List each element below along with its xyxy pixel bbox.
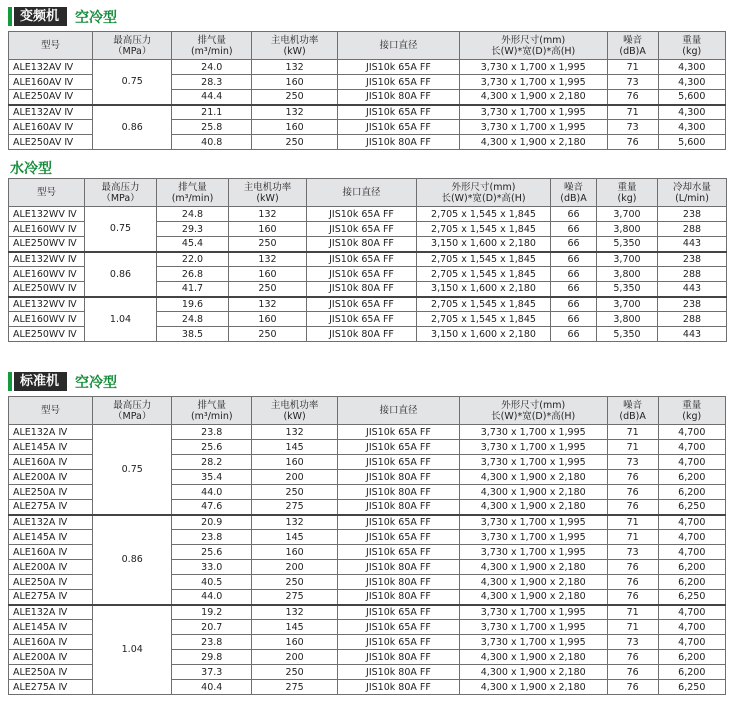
data-cell: 66 bbox=[551, 297, 597, 312]
data-cell: 37.3 bbox=[172, 665, 252, 680]
data-cell: 160 bbox=[252, 635, 338, 650]
data-cell: 29.3 bbox=[157, 222, 229, 237]
model-cell: ALE200A Ⅳ bbox=[9, 560, 93, 575]
data-cell: 4,700 bbox=[658, 455, 725, 470]
data-cell: 4,700 bbox=[658, 635, 725, 650]
data-cell: 73 bbox=[607, 635, 658, 650]
data-cell: 6,200 bbox=[658, 575, 725, 590]
column-header: 噪音 (dB)A bbox=[607, 397, 658, 425]
data-cell: 160 bbox=[229, 312, 307, 327]
column-header: 主电机功率 (kW) bbox=[229, 179, 307, 207]
data-cell: 200 bbox=[252, 560, 338, 575]
table-row bbox=[9, 297, 727, 312]
data-cell: 2,705 x 1,545 x 1,845 bbox=[417, 312, 551, 327]
data-cell: JIS10k 80A FF bbox=[338, 485, 460, 500]
model-cell: ALE132WV Ⅳ bbox=[9, 207, 85, 222]
column-header: 排气量 (m³/min) bbox=[172, 32, 252, 60]
data-cell: 132 bbox=[252, 605, 338, 620]
data-cell: 73 bbox=[607, 75, 658, 90]
data-cell: 44.4 bbox=[172, 90, 252, 105]
model-cell: ALE160AV Ⅳ bbox=[9, 75, 93, 90]
data-cell: JIS10k 80A FF bbox=[338, 650, 460, 665]
data-cell: 23.8 bbox=[172, 425, 252, 440]
data-cell: 66 bbox=[551, 312, 597, 327]
data-cell: JIS10k 65A FF bbox=[338, 105, 460, 120]
data-cell: 238 bbox=[658, 297, 727, 312]
data-cell: 4,700 bbox=[658, 605, 725, 620]
data-cell: 47.6 bbox=[172, 500, 252, 515]
section-tag: 变频机 bbox=[14, 7, 67, 26]
data-cell: 145 bbox=[252, 530, 338, 545]
data-cell: 275 bbox=[252, 500, 338, 515]
data-cell: 73 bbox=[607, 120, 658, 135]
data-cell: 4,300 x 1,900 x 2,180 bbox=[459, 575, 607, 590]
section-subtitle: 空冷型 bbox=[75, 374, 118, 391]
data-cell: 3,730 x 1,700 x 1,995 bbox=[459, 105, 607, 120]
data-cell: 44.0 bbox=[172, 485, 252, 500]
data-cell: 3,700 bbox=[597, 252, 658, 267]
data-cell: JIS10k 65A FF bbox=[338, 455, 460, 470]
data-cell: 288 bbox=[658, 267, 727, 282]
data-cell: 71 bbox=[607, 515, 658, 530]
column-header: 噪音 (dB)A bbox=[607, 32, 658, 60]
data-cell: 3,150 x 1,600 x 2,180 bbox=[417, 237, 551, 252]
data-cell: 4,300 x 1,900 x 2,180 bbox=[459, 590, 607, 605]
data-cell: JIS10k 80A FF bbox=[338, 560, 460, 575]
data-cell: 40.4 bbox=[172, 680, 252, 695]
data-cell: 28.3 bbox=[172, 75, 252, 90]
data-cell: JIS10k 65A FF bbox=[307, 267, 417, 282]
data-cell: 160 bbox=[252, 120, 338, 135]
header-row bbox=[9, 32, 726, 60]
model-cell: ALE132WV Ⅳ bbox=[9, 297, 85, 312]
data-cell: 71 bbox=[607, 60, 658, 75]
column-header: 型号 bbox=[9, 397, 93, 425]
data-cell: 4,700 bbox=[658, 440, 725, 455]
model-cell: ALE250AV Ⅳ bbox=[9, 135, 93, 150]
header-row bbox=[9, 397, 726, 425]
data-cell: 76 bbox=[607, 135, 658, 150]
data-cell: 76 bbox=[607, 665, 658, 680]
data-cell: 76 bbox=[607, 575, 658, 590]
data-cell: 66 bbox=[551, 207, 597, 222]
data-cell: 33.0 bbox=[172, 560, 252, 575]
data-cell: 4,700 bbox=[658, 425, 725, 440]
data-cell: 3,730 x 1,700 x 1,995 bbox=[459, 635, 607, 650]
data-cell: 4,300 x 1,900 x 2,180 bbox=[459, 135, 607, 150]
data-cell: JIS10k 65A FF bbox=[338, 545, 460, 560]
data-cell: 3,730 x 1,700 x 1,995 bbox=[459, 440, 607, 455]
data-cell: JIS10k 65A FF bbox=[307, 297, 417, 312]
data-cell: JIS10k 80A FF bbox=[338, 135, 460, 150]
data-cell: 76 bbox=[607, 560, 658, 575]
data-cell: 29.8 bbox=[172, 650, 252, 665]
model-cell: ALE160A Ⅳ bbox=[9, 545, 93, 560]
model-cell: ALE275A Ⅳ bbox=[9, 680, 93, 695]
data-cell: 2,705 x 1,545 x 1,845 bbox=[417, 252, 551, 267]
data-cell: 2,705 x 1,545 x 1,845 bbox=[417, 207, 551, 222]
data-cell: 3,730 x 1,700 x 1,995 bbox=[459, 620, 607, 635]
data-cell: 71 bbox=[607, 620, 658, 635]
data-cell: 24.0 bbox=[172, 60, 252, 75]
data-cell: 66 bbox=[551, 222, 597, 237]
data-cell: 5,350 bbox=[597, 327, 658, 342]
data-cell: 19.6 bbox=[157, 297, 229, 312]
model-cell: ALE160WV Ⅳ bbox=[9, 222, 85, 237]
data-cell: 25.6 bbox=[172, 545, 252, 560]
model-cell: ALE132A Ⅳ bbox=[9, 605, 93, 620]
data-cell: 2,705 x 1,545 x 1,845 bbox=[417, 267, 551, 282]
data-cell: 160 bbox=[252, 545, 338, 560]
model-cell: ALE132A Ⅳ bbox=[9, 515, 93, 530]
table-row bbox=[9, 605, 726, 620]
data-cell: 4,700 bbox=[658, 530, 725, 545]
data-cell: 200 bbox=[252, 470, 338, 485]
column-header: 型号 bbox=[9, 32, 93, 60]
data-cell: 73 bbox=[607, 545, 658, 560]
data-cell: 6,200 bbox=[658, 665, 725, 680]
data-cell: 6,200 bbox=[658, 560, 725, 575]
data-cell: JIS10k 65A FF bbox=[338, 425, 460, 440]
data-cell: 4,300 bbox=[658, 120, 725, 135]
data-cell: 3,730 x 1,700 x 1,995 bbox=[459, 120, 607, 135]
data-cell: JIS10k 80A FF bbox=[307, 282, 417, 297]
data-cell: JIS10k 65A FF bbox=[307, 252, 417, 267]
pressure-cell: 1.04 bbox=[92, 605, 172, 695]
data-cell: JIS10k 80A FF bbox=[338, 575, 460, 590]
column-header: 排气量 (m³/min) bbox=[157, 179, 229, 207]
model-cell: ALE250A Ⅳ bbox=[9, 575, 93, 590]
data-cell: 20.7 bbox=[172, 620, 252, 635]
data-cell: 45.4 bbox=[157, 237, 229, 252]
model-cell: ALE160A Ⅳ bbox=[9, 455, 93, 470]
data-cell: 76 bbox=[607, 90, 658, 105]
data-cell: 200 bbox=[252, 650, 338, 665]
model-cell: ALE160AV Ⅳ bbox=[9, 120, 93, 135]
data-cell: 40.8 bbox=[172, 135, 252, 150]
data-cell: JIS10k 80A FF bbox=[338, 590, 460, 605]
data-cell: 25.6 bbox=[172, 440, 252, 455]
column-header: 接口直径 bbox=[338, 397, 460, 425]
data-cell: 3,150 x 1,600 x 2,180 bbox=[417, 327, 551, 342]
data-cell: 66 bbox=[551, 267, 597, 282]
model-cell: ALE275A Ⅳ bbox=[9, 500, 93, 515]
data-cell: 4,300 bbox=[658, 75, 725, 90]
data-cell: 3,700 bbox=[597, 207, 658, 222]
data-cell: 3,700 bbox=[597, 297, 658, 312]
data-cell: 3,730 x 1,700 x 1,995 bbox=[459, 530, 607, 545]
data-cell: 4,700 bbox=[658, 545, 725, 560]
column-header: 主电机功率 (kW) bbox=[252, 397, 338, 425]
data-cell: JIS10k 65A FF bbox=[338, 75, 460, 90]
data-cell: 145 bbox=[252, 440, 338, 455]
data-cell: 275 bbox=[252, 680, 338, 695]
data-cell: 4,300 x 1,900 x 2,180 bbox=[459, 500, 607, 515]
data-cell: 4,700 bbox=[658, 515, 725, 530]
data-cell: 66 bbox=[551, 327, 597, 342]
data-cell: 23.8 bbox=[172, 635, 252, 650]
column-header: 外形尺寸(mm) 长(W)*宽(D)*高(H) bbox=[459, 397, 607, 425]
data-cell: 44.0 bbox=[172, 590, 252, 605]
section-title-std bbox=[8, 371, 117, 392]
data-cell: 71 bbox=[607, 440, 658, 455]
data-cell: JIS10k 65A FF bbox=[338, 60, 460, 75]
model-cell: ALE200A Ⅳ bbox=[9, 470, 93, 485]
data-cell: 3,150 x 1,600 x 2,180 bbox=[417, 282, 551, 297]
data-cell: 76 bbox=[607, 485, 658, 500]
data-cell: 66 bbox=[551, 252, 597, 267]
data-cell: 275 bbox=[252, 590, 338, 605]
table-row bbox=[9, 425, 726, 440]
model-cell: ALE132A Ⅳ bbox=[9, 425, 93, 440]
column-header: 接口直径 bbox=[307, 179, 417, 207]
model-cell: ALE132AV Ⅳ bbox=[9, 60, 93, 75]
pressure-cell: 0.86 bbox=[92, 515, 172, 605]
data-cell: 3,730 x 1,700 x 1,995 bbox=[459, 60, 607, 75]
data-cell: 3,730 x 1,700 x 1,995 bbox=[459, 545, 607, 560]
data-cell: 132 bbox=[252, 515, 338, 530]
data-cell: 132 bbox=[252, 60, 338, 75]
data-cell: 4,300 x 1,900 x 2,180 bbox=[459, 90, 607, 105]
model-cell: ALE275A Ⅳ bbox=[9, 590, 93, 605]
column-header: 外形尺寸(mm) 长(W)*宽(D)*高(H) bbox=[417, 179, 551, 207]
column-header: 最高压力 （MPa） bbox=[92, 397, 172, 425]
data-cell: 6,200 bbox=[658, 650, 725, 665]
model-cell: ALE160A Ⅳ bbox=[9, 635, 93, 650]
header-row bbox=[9, 179, 727, 207]
data-cell: 250 bbox=[229, 237, 307, 252]
data-cell: JIS10k 80A FF bbox=[338, 500, 460, 515]
data-cell: 6,200 bbox=[658, 470, 725, 485]
title-accent bbox=[8, 7, 12, 26]
data-cell: JIS10k 65A FF bbox=[338, 440, 460, 455]
pressure-cell: 0.86 bbox=[92, 105, 172, 150]
data-cell: 6,250 bbox=[658, 500, 725, 515]
data-cell: 5,600 bbox=[658, 135, 725, 150]
data-cell: 76 bbox=[607, 680, 658, 695]
pressure-cell: 1.04 bbox=[85, 297, 157, 342]
data-cell: 26.8 bbox=[157, 267, 229, 282]
data-cell: 160 bbox=[229, 267, 307, 282]
table-row bbox=[9, 252, 727, 267]
data-cell: JIS10k 65A FF bbox=[307, 207, 417, 222]
data-cell: 24.8 bbox=[157, 312, 229, 327]
data-cell: 6,200 bbox=[658, 485, 725, 500]
data-cell: JIS10k 80A FF bbox=[338, 665, 460, 680]
data-cell: 5,600 bbox=[658, 90, 725, 105]
data-cell: 5,350 bbox=[597, 282, 658, 297]
data-cell: 3,730 x 1,700 x 1,995 bbox=[459, 425, 607, 440]
water-cooled-title: 水冷型 bbox=[10, 161, 52, 177]
data-cell: JIS10k 65A FF bbox=[307, 222, 417, 237]
data-cell: 76 bbox=[607, 650, 658, 665]
data-cell: 76 bbox=[607, 500, 658, 515]
data-cell: 160 bbox=[252, 455, 338, 470]
model-cell: ALE200A Ⅳ bbox=[9, 650, 93, 665]
data-cell: 40.5 bbox=[172, 575, 252, 590]
data-cell: 2,705 x 1,545 x 1,845 bbox=[417, 297, 551, 312]
data-cell: 443 bbox=[658, 237, 727, 252]
section-subtitle: 空冷型 bbox=[75, 9, 118, 26]
column-header: 重量 (kg) bbox=[597, 179, 658, 207]
data-cell: JIS10k 80A FF bbox=[338, 470, 460, 485]
data-cell: JIS10k 80A FF bbox=[338, 90, 460, 105]
data-cell: JIS10k 80A FF bbox=[307, 327, 417, 342]
data-cell: 3,800 bbox=[597, 267, 658, 282]
data-cell: 160 bbox=[229, 222, 307, 237]
data-cell: 4,300 x 1,900 x 2,180 bbox=[459, 485, 607, 500]
data-cell: 4,300 x 1,900 x 2,180 bbox=[459, 665, 607, 680]
data-cell: 24.8 bbox=[157, 207, 229, 222]
data-cell: 4,300 x 1,900 x 2,180 bbox=[459, 560, 607, 575]
pressure-cell: 0.75 bbox=[92, 425, 172, 515]
section-tag: 标准机 bbox=[14, 372, 67, 391]
data-cell: 76 bbox=[607, 470, 658, 485]
data-cell: 38.5 bbox=[157, 327, 229, 342]
column-header: 主电机功率 (kW) bbox=[252, 32, 338, 60]
data-cell: 132 bbox=[252, 105, 338, 120]
data-cell: 443 bbox=[658, 327, 727, 342]
vf-water-spec-table bbox=[8, 178, 727, 342]
data-cell: 21.1 bbox=[172, 105, 252, 120]
vf-air-spec-table bbox=[8, 31, 726, 150]
column-header: 重量 (kg) bbox=[658, 397, 725, 425]
model-cell: ALE160WV Ⅳ bbox=[9, 267, 85, 282]
data-cell: 23.8 bbox=[172, 530, 252, 545]
data-cell: 4,300 x 1,900 x 2,180 bbox=[459, 650, 607, 665]
data-cell: JIS10k 65A FF bbox=[338, 120, 460, 135]
data-cell: 132 bbox=[252, 425, 338, 440]
data-cell: 5,350 bbox=[597, 237, 658, 252]
data-cell: 250 bbox=[252, 485, 338, 500]
data-cell: 238 bbox=[658, 252, 727, 267]
data-cell: 6,250 bbox=[658, 680, 725, 695]
title-accent bbox=[8, 372, 12, 391]
data-cell: 71 bbox=[607, 105, 658, 120]
model-cell: ALE250A Ⅳ bbox=[9, 485, 93, 500]
data-cell: 19.2 bbox=[172, 605, 252, 620]
table-row bbox=[9, 105, 726, 120]
table-row bbox=[9, 207, 727, 222]
std-air-spec-table bbox=[8, 396, 726, 695]
model-cell: ALE132WV Ⅳ bbox=[9, 252, 85, 267]
data-cell: 28.2 bbox=[172, 455, 252, 470]
model-cell: ALE250A Ⅳ bbox=[9, 665, 93, 680]
data-cell: 4,300 x 1,900 x 2,180 bbox=[459, 680, 607, 695]
data-cell: JIS10k 65A FF bbox=[338, 635, 460, 650]
model-cell: ALE132AV Ⅳ bbox=[9, 105, 93, 120]
data-cell: 4,300 bbox=[658, 105, 725, 120]
data-cell: 3,800 bbox=[597, 312, 658, 327]
data-cell: 20.9 bbox=[172, 515, 252, 530]
data-cell: 3,730 x 1,700 x 1,995 bbox=[459, 455, 607, 470]
data-cell: 4,300 bbox=[658, 60, 725, 75]
data-cell: 66 bbox=[551, 282, 597, 297]
data-cell: 71 bbox=[607, 530, 658, 545]
model-cell: ALE250AV Ⅳ bbox=[9, 90, 93, 105]
model-cell: ALE145A Ⅳ bbox=[9, 440, 93, 455]
data-cell: 160 bbox=[252, 75, 338, 90]
section-title-vf bbox=[8, 6, 117, 27]
data-cell: 6,250 bbox=[658, 590, 725, 605]
data-cell: 443 bbox=[658, 282, 727, 297]
data-cell: JIS10k 80A FF bbox=[307, 237, 417, 252]
data-cell: 25.8 bbox=[172, 120, 252, 135]
data-cell: 41.7 bbox=[157, 282, 229, 297]
model-cell: ALE145A Ⅳ bbox=[9, 530, 93, 545]
model-cell: ALE250WV Ⅳ bbox=[9, 237, 85, 252]
column-header: 重量 (kg) bbox=[658, 32, 725, 60]
data-cell: 2,705 x 1,545 x 1,845 bbox=[417, 222, 551, 237]
data-cell: 71 bbox=[607, 425, 658, 440]
column-header: 冷却水量 (L/min) bbox=[658, 179, 727, 207]
model-cell: ALE250WV Ⅳ bbox=[9, 327, 85, 342]
column-header: 排气量 (m³/min) bbox=[172, 397, 252, 425]
data-cell: 250 bbox=[252, 90, 338, 105]
data-cell: 288 bbox=[658, 312, 727, 327]
column-header: 最高压力 （MPa） bbox=[92, 32, 172, 60]
data-cell: 250 bbox=[229, 282, 307, 297]
data-cell: 4,700 bbox=[658, 620, 725, 635]
data-cell: 132 bbox=[229, 297, 307, 312]
data-cell: 4,300 x 1,900 x 2,180 bbox=[459, 470, 607, 485]
model-cell: ALE250WV Ⅳ bbox=[9, 282, 85, 297]
column-header: 噪音 (dB)A bbox=[551, 179, 597, 207]
column-header: 型号 bbox=[9, 179, 85, 207]
pressure-cell: 0.86 bbox=[85, 252, 157, 297]
pressure-cell: 0.75 bbox=[85, 207, 157, 252]
data-cell: 250 bbox=[252, 665, 338, 680]
table-row bbox=[9, 60, 726, 75]
data-cell: 71 bbox=[607, 605, 658, 620]
data-cell: JIS10k 65A FF bbox=[338, 515, 460, 530]
column-header: 外形尺寸(mm) 长(W)*宽(D)*高(H) bbox=[459, 32, 607, 60]
data-cell: JIS10k 65A FF bbox=[307, 312, 417, 327]
data-cell: 3,730 x 1,700 x 1,995 bbox=[459, 75, 607, 90]
data-cell: 3,730 x 1,700 x 1,995 bbox=[459, 515, 607, 530]
data-cell: 238 bbox=[658, 207, 727, 222]
data-cell: JIS10k 65A FF bbox=[338, 530, 460, 545]
data-cell: 132 bbox=[229, 207, 307, 222]
data-cell: 250 bbox=[252, 135, 338, 150]
column-header: 最高压力 （MPa） bbox=[85, 179, 157, 207]
data-cell: 73 bbox=[607, 455, 658, 470]
data-cell: JIS10k 65A FF bbox=[338, 605, 460, 620]
data-cell: 76 bbox=[607, 590, 658, 605]
data-cell: 250 bbox=[229, 327, 307, 342]
data-cell: 22.0 bbox=[157, 252, 229, 267]
column-header: 接口直径 bbox=[338, 32, 460, 60]
data-cell: JIS10k 65A FF bbox=[338, 620, 460, 635]
data-cell: 132 bbox=[229, 252, 307, 267]
data-cell: 66 bbox=[551, 237, 597, 252]
data-cell: 3,730 x 1,700 x 1,995 bbox=[459, 605, 607, 620]
model-cell: ALE145A Ⅳ bbox=[9, 620, 93, 635]
data-cell: 3,800 bbox=[597, 222, 658, 237]
data-cell: 35.4 bbox=[172, 470, 252, 485]
model-cell: ALE160WV Ⅳ bbox=[9, 312, 85, 327]
data-cell: 288 bbox=[658, 222, 727, 237]
pressure-cell: 0.75 bbox=[92, 60, 172, 105]
data-cell: JIS10k 80A FF bbox=[338, 680, 460, 695]
data-cell: 145 bbox=[252, 620, 338, 635]
data-cell: 250 bbox=[252, 575, 338, 590]
table-row bbox=[9, 515, 726, 530]
